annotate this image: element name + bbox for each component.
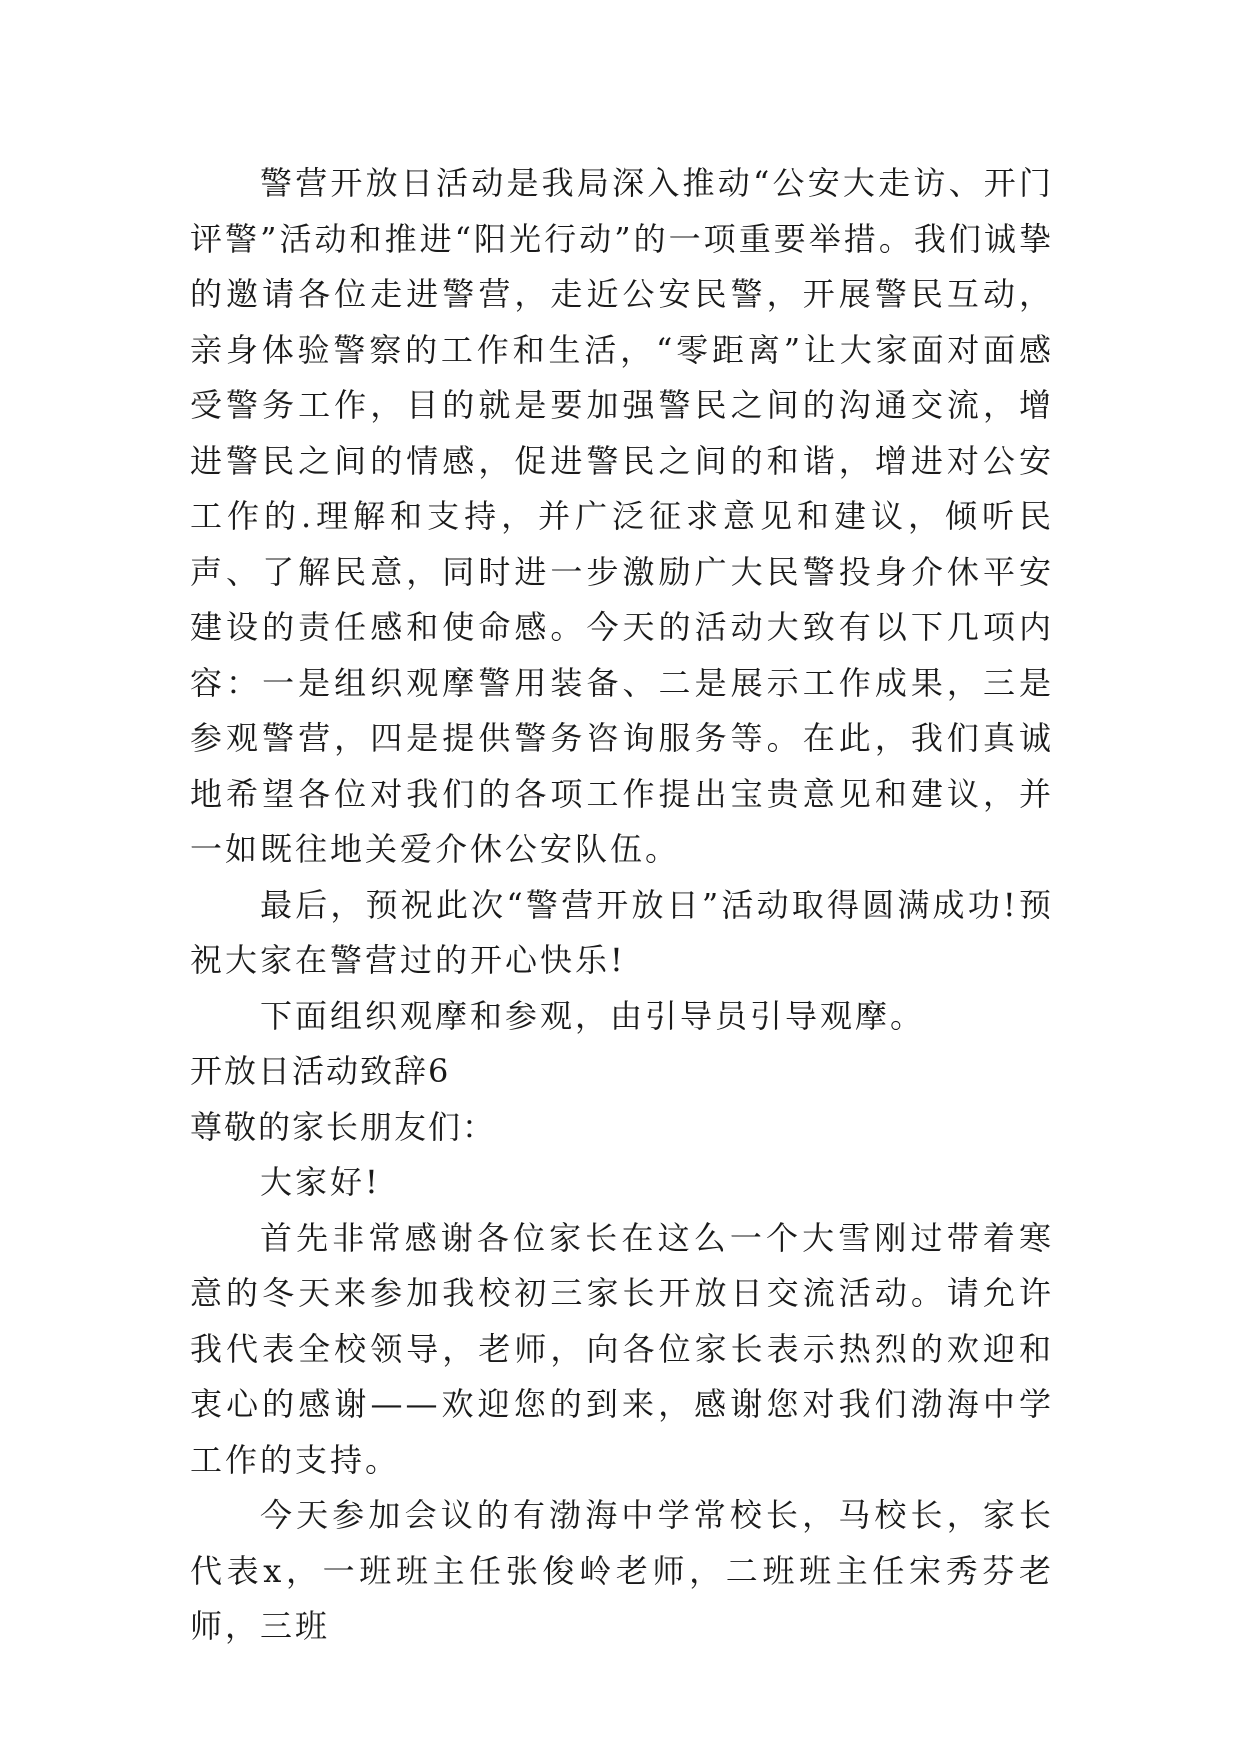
salutation: 尊敬的家长朋友们： [190,1107,497,1146]
section-title: 开放日活动致辞6 [190,1052,451,1090]
paragraph-police-open-day: 警营开放日活动是我局深入推动“公安大走访、开门评警”活动和推进“阳光行动”的一项重要举措。我们诚挚的邀请各位走进警营，走近公安民警，开展警民互动，亲身体验警察的工作和生活，“零距离”让大家面对面感受警务工作，目的就是要加强警民之间的沟通交流，增进警民之间的情感，促进警民之间的和谐，增进对公安工作的.理解和支持，并广泛征求意见和建议，倾听民声、了解民意，同时进一步激励广大民警投身介休平安建设的责任感和使命感。今天的活动大致有以下几项内容：一是组织观摩警用装备、二是展示工作成果，三是参观警营，四是提供警务咨询服务等。在此，我们真诚地希望各位对我们的各项工作提出宝贵意见和建议，并一如既往地关爱介休公安队伍。 [190,164,1054,868]
paragraph-thanks-parents: 首先非常感谢各位家长在这么一个大雪刚过带着寒意的冬天来参加我校初三家长开放日交流活动。请允许我代表全校领导，老师，向各位家长表示热烈的欢迎和衷心的感谢——欢迎您的到来，感谢您对我们渤海中学工作的支持。 [190,1218,1054,1479]
document-body [190,156,1054,1655]
greeting: 大家好! [260,1163,381,1201]
paragraph-attendees: 今天参加会议的有渤海中学常校长，马校长，家长代表x，一班班主任张俊岭老师，二班班主任宋秀芬老师，三班 [190,1496,1054,1645]
paragraph-closing-wishes: 最后，预祝此次“警营开放日”活动取得圆满成功!预祝大家在警营过的开心快乐! [190,885,1054,979]
paragraph-tour-notice: 下面组织观摩和参观，由引导员引导观摩。 [260,996,926,1035]
